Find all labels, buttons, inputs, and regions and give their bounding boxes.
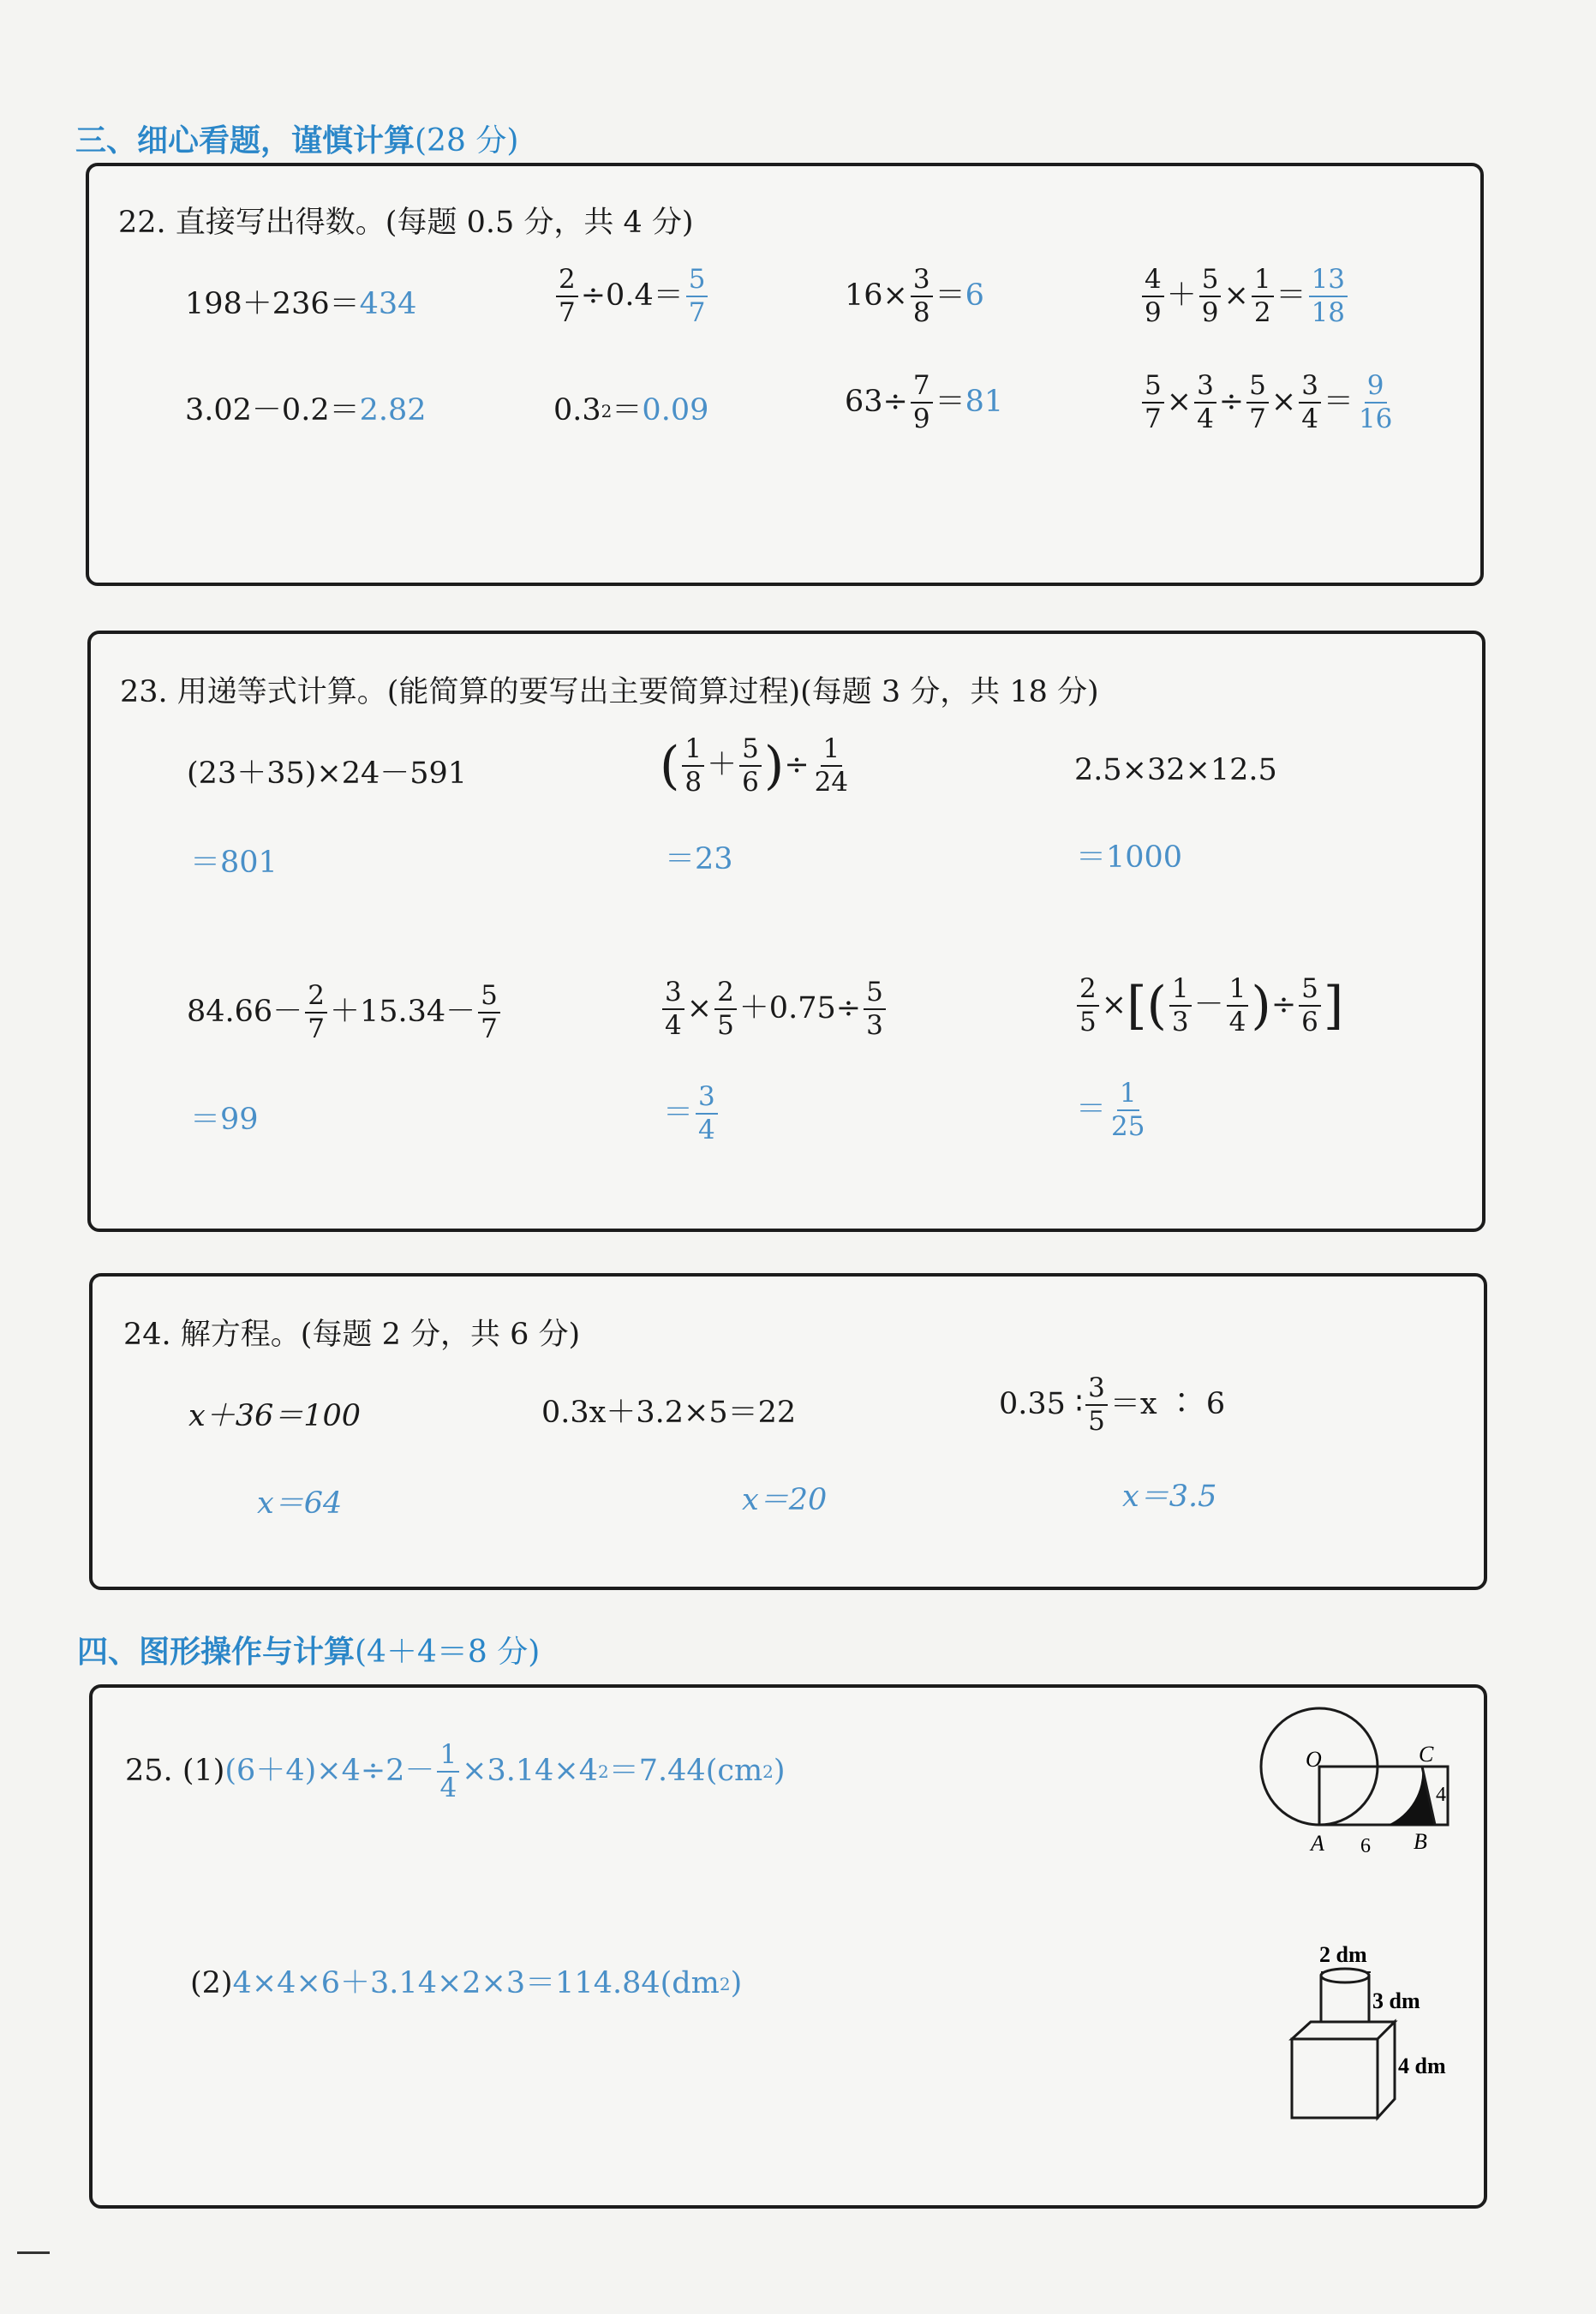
answer: 0.09: [642, 393, 709, 428]
q24-item-2: 0.3x＋3.2×5＝22: [541, 1396, 797, 1430]
label-diameter: 2 dm: [1319, 1942, 1367, 1967]
cube-cylinder-figure: [1285, 1936, 1465, 2125]
answer-fraction: $\frac{9}{16}$: [1358, 370, 1393, 434]
q23-answer-6: ＝ $\frac{1}{25}$: [1076, 1078, 1145, 1142]
q24-item-1: x＋36＝100: [188, 1399, 362, 1433]
q22-item-2: $\frac{2}{7}$ ÷0.4＝ $\frac{5}{7}$: [553, 266, 710, 326]
section-3-points: (28 分): [415, 123, 519, 158]
q22-item-7: 63÷ $\frac{7}{9}$ ＝ 81: [845, 370, 1004, 434]
q23-item-6: $\frac{2}{5}$ × [ ( $\frac{1}{3}$ － $\frac{1}{4}$ ) ÷ $\frac{5}{6}$ ]: [1074, 975, 1343, 1036]
q22-item-4: $\frac{4}{9}$ ＋ $\frac{5}{9}$ × $\frac{1}{2}$ ＝ $\frac{13}{18}$: [1139, 266, 1350, 326]
q22-item-8: $\frac{5}{7}$ × $\frac{3}{4}$ ÷ $\frac{5}{7}$ × $\frac{3}{4}$ ＝ $\frac{9}{16}$: [1139, 372, 1397, 433]
label-edge: 4 dm: [1398, 2054, 1446, 2078]
cube-side-face: [1378, 2022, 1395, 2118]
q24-answer-3: x＝3.5: [1122, 1480, 1217, 1514]
section-3-heading: 三、细心看题，谨慎计算: [75, 123, 415, 158]
q23-answer-5: ＝ $\frac{3}{4}$: [663, 1083, 720, 1144]
label-side: 4: [1436, 1784, 1446, 1806]
q22-item-1: [185, 287, 417, 321]
q23-answer-2: ＝23: [665, 842, 733, 876]
q24-item-3: 0.35 ∶ $\frac{3}{5}$ ＝x ∶ 6: [999, 1372, 1226, 1437]
q23-answer-1: ＝801: [190, 846, 278, 880]
q22-item-6: 0.3 2 ＝ 0.09: [553, 393, 709, 428]
q25-part-2: (2) 4×4×6＋3.14×2×3＝114.84(dm 2 ): [190, 1966, 743, 2000]
label-O: O: [1306, 1747, 1322, 1772]
answer-fraction: $\frac{13}{18}$: [1309, 266, 1348, 326]
q24-answer-2: x＝20: [742, 1483, 828, 1517]
q23-answer-3: ＝1000: [1076, 840, 1183, 875]
label-height: 3 dm: [1372, 1988, 1420, 2013]
answer: 2.82: [359, 393, 427, 428]
q22-item-5: 3.02－0.2＝ 2.82: [185, 393, 427, 428]
q22-title: 22. 直接写出得数。(每题 0.5 分，共 4 分): [118, 206, 694, 240]
q25-part-1: 25. (1) (6＋4)×4÷2－ $\frac{1}{4}$ ×3.14×4 2 ＝7.44(cm 2 ): [125, 1739, 786, 1803]
label-A: A: [1311, 1831, 1324, 1856]
section-3-title: [75, 117, 518, 160]
expr: 198＋236＝: [185, 287, 360, 321]
q22-item-3: 16× $\frac{3}{8}$ ＝ 6: [845, 264, 984, 328]
q23-answer-4: ＝99: [190, 1103, 259, 1137]
section-4-heading: 四、图形操作与计算: [77, 1635, 356, 1670]
fraction: $\frac{2}{7}$: [556, 266, 578, 326]
q23-item-4: 84.66－ $\frac{2}{7}$ ＋15.34－ $\frac{5}{7}$: [187, 982, 503, 1043]
cylinder-top: [1321, 1969, 1369, 1982]
answer: 434: [359, 287, 417, 321]
q23-item-3: 2.5×32×12.5: [1074, 753, 1277, 787]
label-B: B: [1414, 1829, 1427, 1854]
cube-front-face: [1292, 2039, 1378, 2118]
label-C: C: [1419, 1742, 1434, 1767]
label-base: 6: [1360, 1835, 1371, 1857]
fraction: $\frac{3}{8}$: [911, 266, 933, 326]
q24-title: 24. 解方程。(每题 2 分，共 6 分): [123, 1318, 581, 1352]
q23-item-5: $\frac{3}{4}$ × $\frac{2}{5}$ ＋0.75÷ $\frac{5}{3}$: [660, 978, 888, 1039]
answer-fraction: $\frac{5}{7}$: [686, 266, 708, 326]
q23-item-1: (23＋35)×24－591: [187, 756, 468, 791]
section-4-title: [77, 1628, 540, 1671]
circle-triangle-figure: [1259, 1705, 1456, 1859]
q23-title: 23. 用递等式计算。(能简算的要写出主要简算过程)(每题 3 分，共 18 分): [120, 675, 1099, 709]
page-mark: [17, 2251, 50, 2254]
q24-answer-1: x＝64: [257, 1486, 343, 1521]
answer: 81: [965, 385, 1004, 420]
q23-box: [87, 631, 1485, 1232]
q23-item-2: ( $\frac{1}{8}$ ＋ $\frac{5}{6}$ ) ÷ $\frac{1}{24}$: [660, 733, 849, 798]
section-4-points: (4＋4＝8 分): [355, 1635, 541, 1670]
answer: 6: [965, 278, 984, 314]
